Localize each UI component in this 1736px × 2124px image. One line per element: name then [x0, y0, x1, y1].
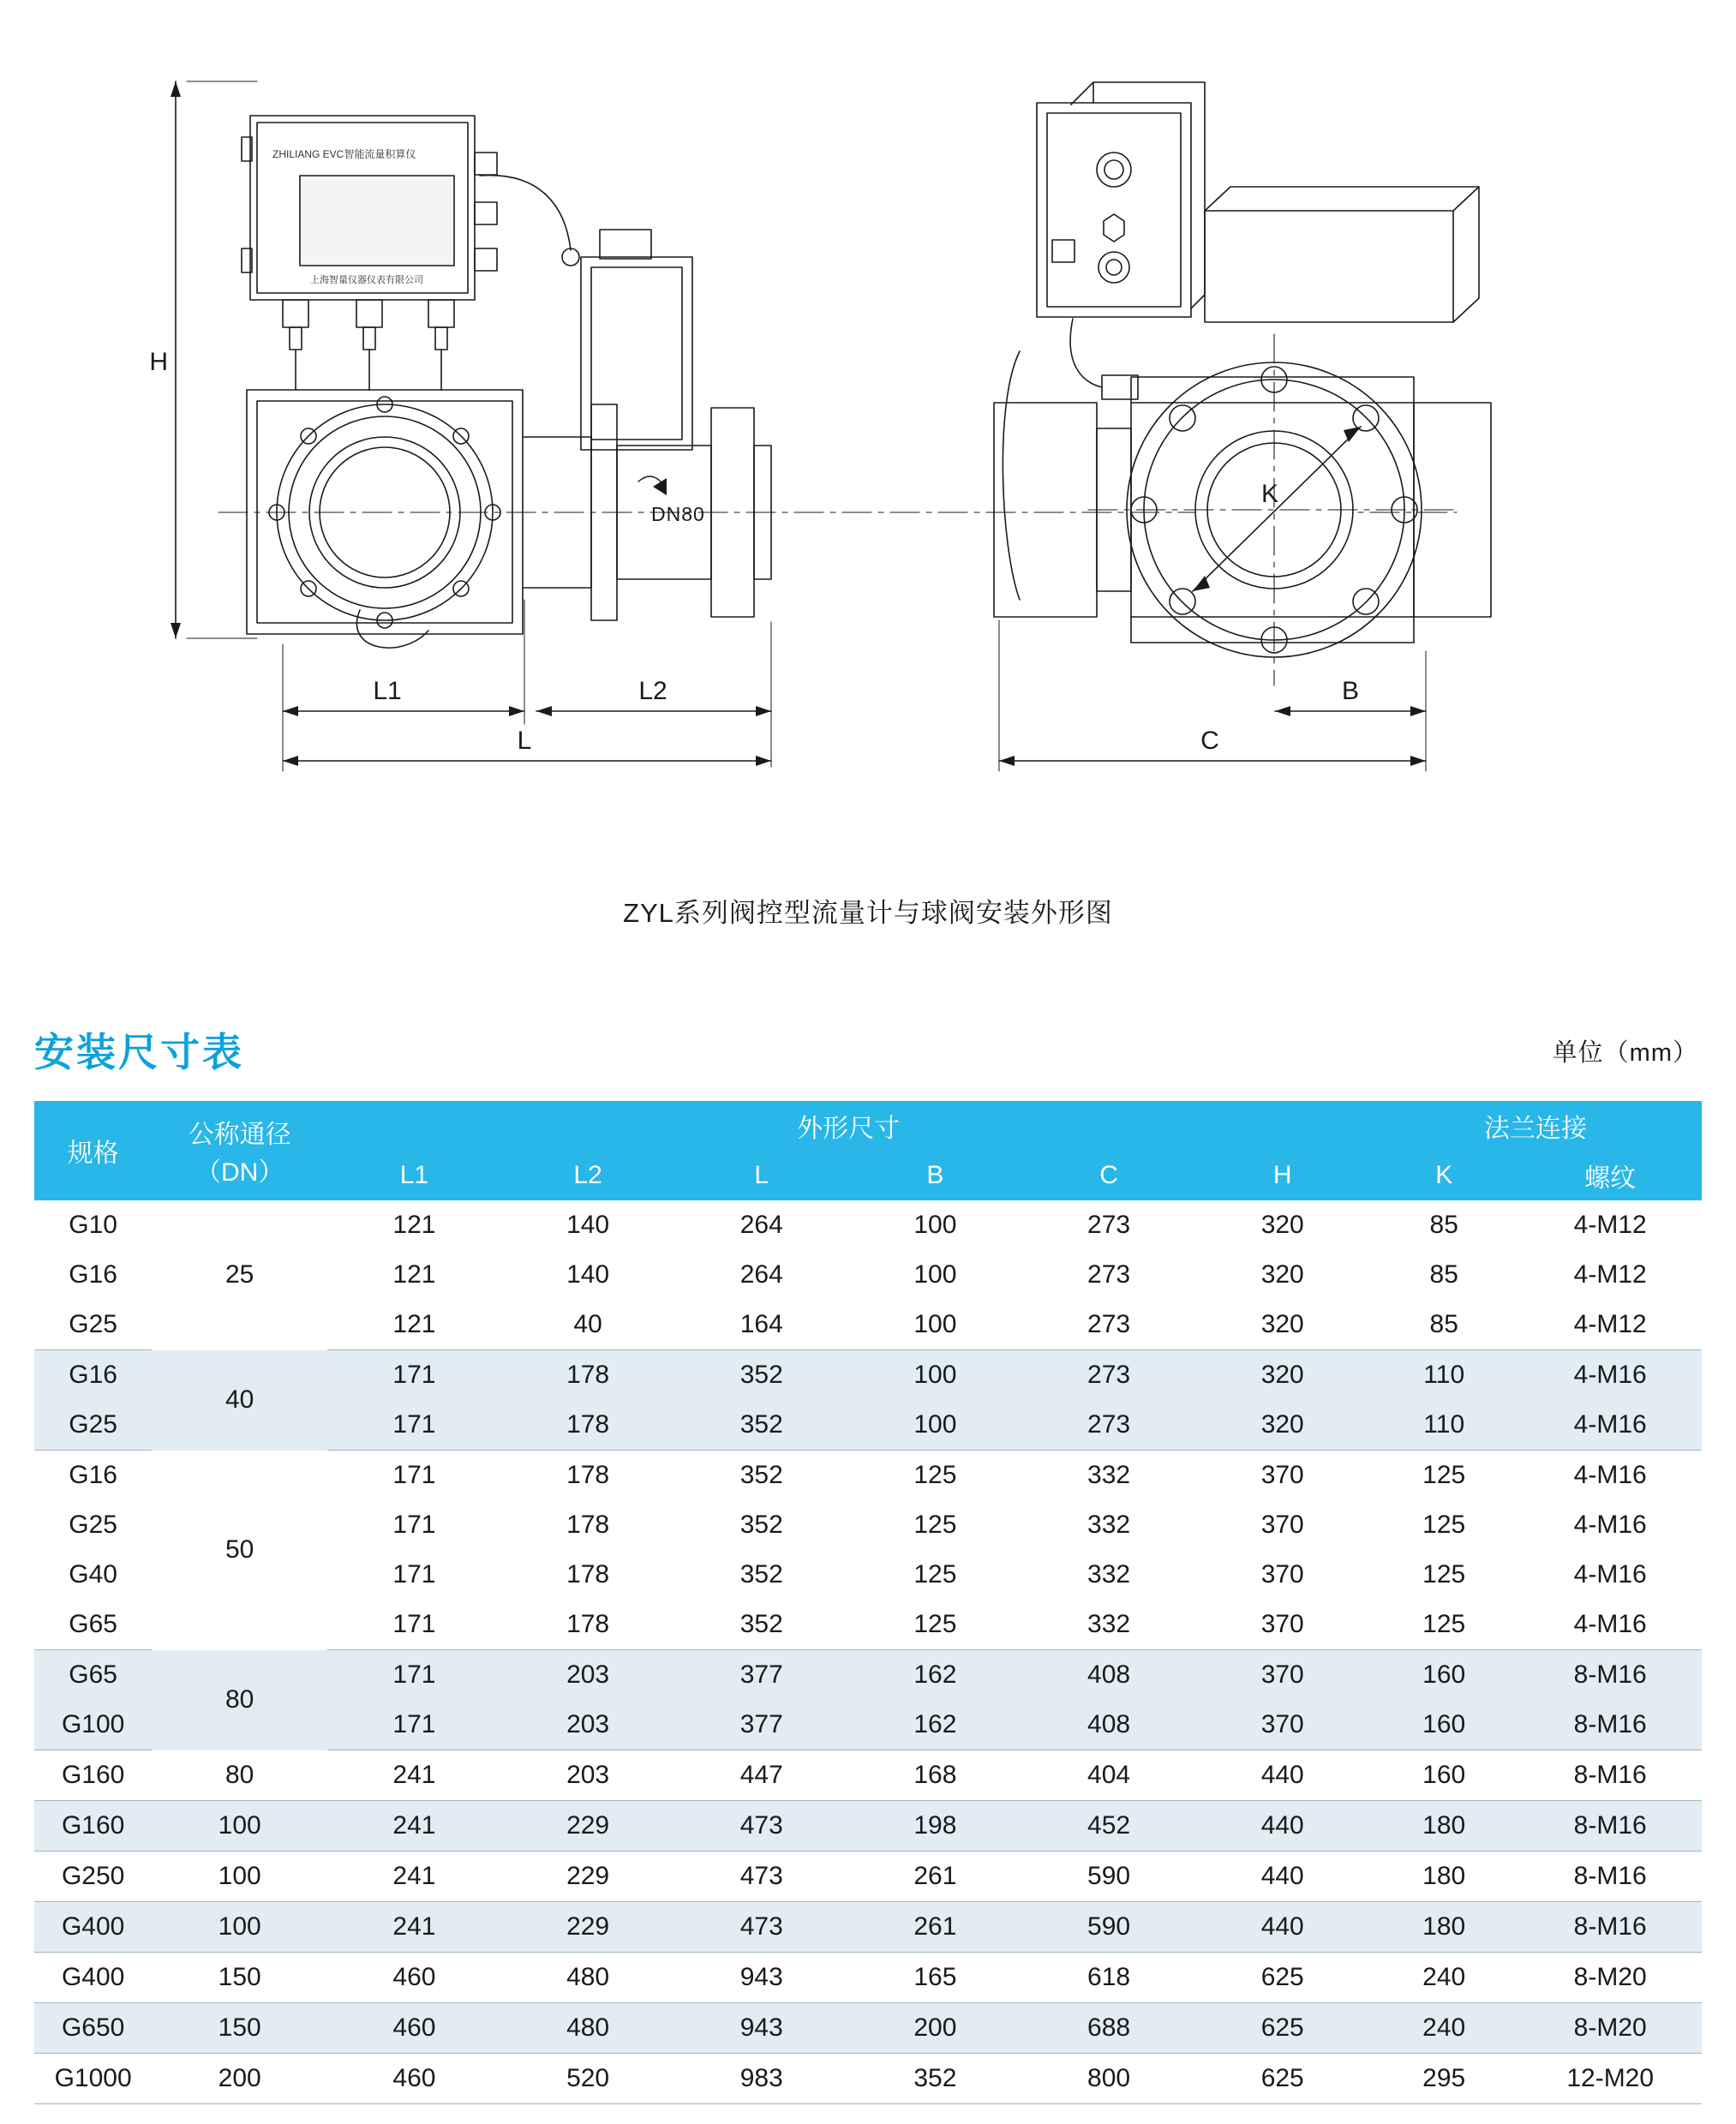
cell-thread: 8-M16 — [1518, 1650, 1702, 1701]
cell-dn: 150 — [152, 1953, 327, 2003]
cell-thread: 4-M16 — [1573, 1560, 1647, 1589]
cell-c: 590 — [1022, 1902, 1196, 1953]
cell-spec: G10 — [69, 1211, 117, 1239]
cell-l1: 171 — [327, 1600, 501, 1650]
cell-l2: 480 — [501, 2003, 675, 2054]
cell-l2: 178 — [501, 1400, 675, 1451]
label-dn: DN80 — [651, 503, 705, 525]
header-dn — [152, 1101, 327, 1200]
cell-l2: 229 — [501, 1902, 675, 1953]
table-row — [34, 1801, 1702, 1852]
table-row — [34, 1750, 1702, 1801]
cell-l2: 203 — [501, 1750, 675, 1801]
cell-l1: 460 — [327, 2054, 501, 2104]
cell-spec: G65 — [34, 1650, 152, 1701]
cell-thread: 8-M20 — [1518, 1953, 1702, 2003]
cell-l2: 520 — [501, 2054, 675, 2104]
cell-b: 125 — [848, 1600, 1022, 1650]
cell-l: 264 — [739, 1260, 783, 1289]
cell-k: 85 — [1429, 1260, 1458, 1289]
cell-thread: 8-M16 — [1518, 1801, 1702, 1852]
cell-spec: G250 — [34, 1852, 152, 1902]
cell-h: 320 — [1260, 1260, 1304, 1289]
cell-l: 473 — [674, 1852, 848, 1902]
cell-spec: G16 — [69, 1461, 117, 1489]
cell-c: 273 — [1022, 1400, 1196, 1451]
label-L: L — [517, 727, 532, 755]
table-head — [34, 1101, 1702, 1200]
cell-h: 440 — [1195, 1902, 1369, 1953]
cell-dn: 50 — [225, 1535, 254, 1564]
cell-c: 273 — [1022, 1300, 1196, 1350]
cell-c: 332 — [1087, 1560, 1131, 1589]
dimension-table — [34, 1101, 1702, 2104]
label-B: B — [1341, 677, 1360, 705]
cell-l: 473 — [674, 1902, 848, 1953]
device-brand-text: ZHILIANG EVC智能流量积算仪 — [272, 148, 416, 160]
cell-spec: G25 — [34, 1400, 152, 1451]
cell-b: 125 — [913, 1461, 957, 1489]
cell-c: 332 — [1087, 1461, 1131, 1489]
cell-b: 100 — [848, 1400, 1022, 1451]
header-b: B — [848, 1151, 1022, 1200]
cell-l2: 178 — [501, 1600, 675, 1650]
cell-thread: 8-M20 — [1518, 2003, 1702, 2054]
cell-k: 180 — [1369, 1902, 1518, 1953]
cell-c: 273 — [1022, 1350, 1196, 1401]
cell-h: 370 — [1260, 1511, 1304, 1539]
cell-l: 164 — [674, 1300, 848, 1350]
header-h: H — [1195, 1151, 1369, 1200]
table-body — [34, 1200, 1702, 2104]
cell-l2: 178 — [566, 1560, 610, 1589]
cell-l1: 171 — [327, 1700, 501, 1750]
cell-c: 618 — [1022, 1953, 1196, 2003]
cell-l1: 241 — [327, 1801, 501, 1852]
label-H: H — [149, 348, 168, 376]
header-k: K — [1369, 1151, 1518, 1200]
label-L1: L1 — [373, 677, 402, 705]
table-row — [34, 1953, 1702, 2003]
cell-b: 100 — [913, 1260, 957, 1289]
cell-k: 85 — [1369, 1300, 1518, 1350]
header-l2: L2 — [501, 1151, 675, 1200]
cell-l1: 121 — [392, 1260, 436, 1289]
cell-l: 352 — [674, 1350, 848, 1401]
cell-k: 160 — [1369, 1650, 1518, 1701]
cell-l1: 171 — [327, 1400, 501, 1451]
cell-b: 168 — [848, 1750, 1022, 1801]
cell-thread: 8-M16 — [1518, 1750, 1702, 1801]
cell-l: 352 — [674, 1400, 848, 1451]
cell-l: 352 — [674, 1600, 848, 1650]
table-row — [34, 1650, 1702, 1701]
table-row — [34, 1852, 1702, 1902]
cell-l: 377 — [674, 1650, 848, 1701]
cell-spec: G16 — [34, 1350, 152, 1401]
header-dn-line1: 公称通径 — [188, 1121, 291, 1149]
cell-thread: 4-M12 — [1573, 1260, 1647, 1289]
cell-k: 180 — [1369, 1852, 1518, 1902]
cell-l1: 121 — [327, 1300, 501, 1350]
cell-thread: 8-M16 — [1518, 1700, 1702, 1750]
table-row — [34, 1902, 1702, 1953]
cell-l2: 140 — [566, 1211, 610, 1239]
cell-l2: 229 — [501, 1852, 675, 1902]
cell-h: 370 — [1260, 1560, 1304, 1589]
drawing-caption: ZYL系列阀控型流量计与球阀安装外形图 — [623, 898, 1113, 928]
cell-l: 473 — [674, 1801, 848, 1852]
cell-thread: 12-M20 — [1518, 2054, 1702, 2104]
cell-dn: 25 — [225, 1260, 254, 1289]
cell-spec: G650 — [34, 2003, 152, 2054]
cell-l1: 241 — [327, 1852, 501, 1902]
cell-c: 688 — [1022, 2003, 1196, 2054]
cell-dn: 40 — [152, 1350, 327, 1451]
cell-h: 625 — [1195, 2003, 1369, 2054]
cell-k: 110 — [1369, 1400, 1518, 1451]
cell-l1: 460 — [327, 1953, 501, 2003]
cell-b: 125 — [913, 1560, 957, 1589]
cell-spec: G16 — [69, 1260, 117, 1289]
cell-dn: 200 — [152, 2054, 327, 2104]
header-l: L — [674, 1151, 848, 1200]
header-thread: 螺纹 — [1518, 1151, 1702, 1200]
cell-spec: G400 — [34, 1902, 152, 1953]
cell-h: 440 — [1195, 1801, 1369, 1852]
cell-l2: 140 — [566, 1260, 610, 1289]
cell-l: 447 — [674, 1750, 848, 1801]
cell-h: 370 — [1195, 1600, 1369, 1650]
section-header — [34, 1032, 1702, 1072]
cell-k: 180 — [1369, 1801, 1518, 1852]
cell-l2: 178 — [501, 1350, 675, 1401]
cell-b: 125 — [913, 1511, 957, 1539]
cell-spec: G40 — [69, 1560, 117, 1589]
cell-l2: 480 — [501, 1953, 675, 2003]
cell-c: 452 — [1022, 1801, 1196, 1852]
cell-b: 165 — [848, 1953, 1022, 2003]
cell-b: 198 — [848, 1801, 1022, 1852]
cell-l: 377 — [674, 1700, 848, 1750]
cell-c: 273 — [1087, 1211, 1131, 1239]
label-C: C — [1200, 727, 1219, 755]
table-row — [34, 1200, 1702, 1250]
header-spec: 规格 — [34, 1101, 152, 1200]
drawing-svg — [0, 0, 1736, 857]
cell-h: 370 — [1195, 1700, 1369, 1750]
cell-l1: 171 — [392, 1461, 436, 1489]
cell-k: 85 — [1429, 1211, 1458, 1239]
table-row — [34, 2054, 1702, 2104]
cell-l1: 171 — [392, 1560, 436, 1589]
cell-c: 332 — [1087, 1511, 1131, 1539]
cell-thread: 4-M12 — [1518, 1300, 1702, 1350]
cell-spec: G160 — [34, 1801, 152, 1852]
cell-thread: 4-M16 — [1518, 1600, 1702, 1650]
cell-dn: 100 — [152, 1852, 327, 1902]
cell-l2: 40 — [501, 1300, 675, 1350]
cell-thread: 4-M12 — [1573, 1211, 1647, 1239]
cell-thread: 4-M16 — [1573, 1461, 1647, 1489]
cell-h: 370 — [1195, 1650, 1369, 1701]
dimension-table-section — [0, 1032, 1736, 2104]
cell-l: 943 — [674, 2003, 848, 2054]
cell-l1: 241 — [327, 1750, 501, 1801]
label-K: K — [1261, 480, 1279, 508]
cell-c: 273 — [1087, 1260, 1131, 1289]
cell-spec: G160 — [34, 1750, 152, 1801]
cell-dn: 80 — [152, 1750, 327, 1801]
cell-l2: 178 — [566, 1461, 610, 1489]
cell-l: 264 — [739, 1211, 783, 1239]
cell-c: 800 — [1022, 2054, 1196, 2104]
cell-spec: G1000 — [34, 2054, 152, 2104]
cell-k: 125 — [1369, 1600, 1518, 1650]
cell-k: 240 — [1369, 2003, 1518, 2054]
header-l1: L1 — [327, 1151, 501, 1200]
header-outline-group: 外形尺寸 — [327, 1101, 1369, 1151]
cell-k: 125 — [1422, 1560, 1466, 1589]
cell-thread: 8-M16 — [1518, 1852, 1702, 1902]
cell-h: 625 — [1195, 1953, 1369, 2003]
cell-h: 440 — [1195, 1852, 1369, 1902]
cell-h: 440 — [1195, 1750, 1369, 1801]
cell-l: 943 — [674, 1953, 848, 2003]
cell-k: 125 — [1422, 1461, 1466, 1489]
cell-l: 352 — [739, 1511, 783, 1539]
cell-k: 160 — [1369, 1700, 1518, 1750]
cell-b: 100 — [913, 1211, 957, 1239]
cell-spec: G400 — [34, 1953, 152, 2003]
cell-h: 320 — [1195, 1400, 1369, 1451]
cell-l1: 460 — [327, 2003, 501, 2054]
cell-b: 162 — [848, 1700, 1022, 1750]
cell-b: 261 — [848, 1852, 1022, 1902]
cell-b: 352 — [848, 2054, 1022, 2104]
cell-dn: 100 — [152, 1801, 327, 1852]
cell-h: 320 — [1195, 1350, 1369, 1401]
cell-c: 408 — [1022, 1700, 1196, 1750]
cell-dn: 100 — [152, 1902, 327, 1953]
technical-drawing — [0, 0, 1736, 908]
header-c: C — [1022, 1151, 1196, 1200]
cell-l2: 229 — [501, 1801, 675, 1852]
cell-b: 200 — [848, 2003, 1022, 2054]
cell-h: 320 — [1260, 1211, 1304, 1239]
cell-b: 100 — [848, 1300, 1022, 1350]
cell-k: 295 — [1369, 2054, 1518, 2104]
cell-spec: G65 — [34, 1600, 152, 1650]
section-title: 安装尺寸表 — [34, 1030, 244, 1074]
cell-c: 408 — [1022, 1650, 1196, 1701]
cell-l: 983 — [674, 2054, 848, 2104]
cell-thread: 4-M16 — [1518, 1400, 1702, 1451]
cell-l2: 203 — [501, 1650, 675, 1701]
cell-c: 332 — [1022, 1600, 1196, 1650]
cell-thread: 8-M16 — [1518, 1902, 1702, 1953]
cell-l2: 203 — [501, 1700, 675, 1750]
cell-k: 160 — [1369, 1750, 1518, 1801]
cell-l2: 178 — [566, 1511, 610, 1539]
cell-thread: 4-M16 — [1573, 1511, 1647, 1539]
cell-h: 370 — [1260, 1461, 1304, 1489]
cell-spec: G25 — [69, 1511, 117, 1539]
cell-h: 320 — [1195, 1300, 1369, 1350]
cell-k: 110 — [1369, 1350, 1518, 1401]
cell-l: 352 — [739, 1461, 783, 1489]
cell-c: 404 — [1022, 1750, 1196, 1801]
cell-l1: 171 — [327, 1650, 501, 1701]
header-dn-line2: （DN） — [195, 1158, 284, 1187]
table-row — [34, 1350, 1702, 1401]
cell-l1: 241 — [327, 1902, 501, 1953]
cell-b: 261 — [848, 1902, 1022, 1953]
cell-dn: 150 — [152, 2003, 327, 2054]
label-L2: L2 — [638, 677, 667, 705]
cell-k: 240 — [1369, 1953, 1518, 2003]
cell-l1: 171 — [392, 1511, 436, 1539]
cell-l1: 121 — [392, 1211, 436, 1239]
cell-k: 125 — [1422, 1511, 1466, 1539]
cell-dn: 80 — [152, 1650, 327, 1750]
cell-l: 352 — [739, 1560, 783, 1589]
header-flange-group: 法兰连接 — [1369, 1101, 1702, 1151]
cell-thread: 4-M16 — [1518, 1350, 1702, 1401]
cell-l1: 171 — [327, 1350, 501, 1401]
table-row — [34, 2003, 1702, 2054]
cell-b: 162 — [848, 1650, 1022, 1701]
cell-c: 590 — [1022, 1852, 1196, 1902]
table-row — [34, 1451, 1702, 1501]
cell-spec: G100 — [34, 1700, 152, 1750]
cell-spec: G25 — [34, 1300, 152, 1350]
device-footer-text: 上海智量仪器仪表有限公司 — [310, 275, 423, 285]
unit-note: 单位（mm） — [1552, 1039, 1698, 1067]
cell-h: 625 — [1195, 2054, 1369, 2104]
cell-b: 100 — [848, 1350, 1022, 1401]
